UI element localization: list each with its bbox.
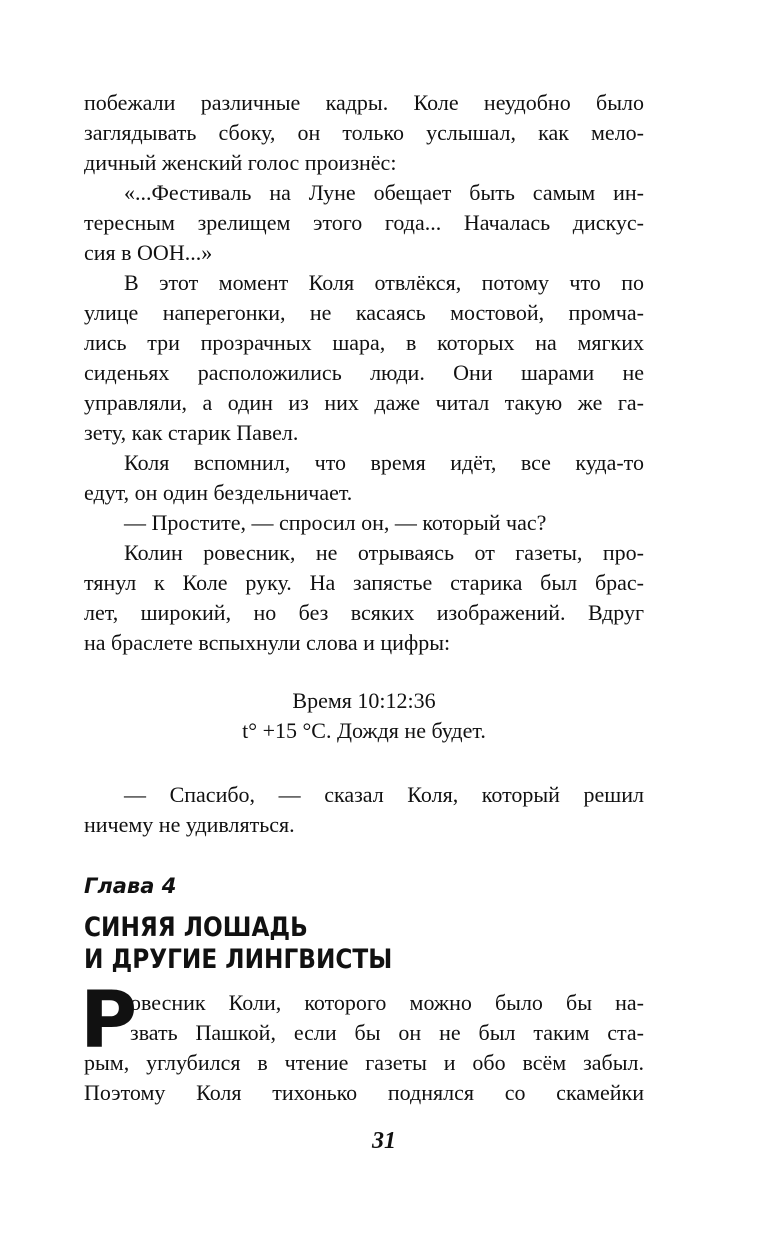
text-line: Коля вспомнил, что время идёт, все куда-то xyxy=(124,450,644,475)
chapter-title-line: СИНЯЯ ЛОШАДЬ xyxy=(84,912,308,943)
text-line: — Простите, — спросил он, — который час? xyxy=(124,510,547,535)
text-line: сиденьях расположились люди. Они шарами не xyxy=(84,360,644,385)
paragraph-1 xyxy=(84,88,644,178)
paragraph-7 xyxy=(84,780,644,840)
text-line: дичный женский голос произнёс: xyxy=(84,150,397,175)
text-line: управляли, а один из них даже читал такую же га- xyxy=(84,390,644,415)
bracelet-weather: t° +15 °С. Дождя не будет. xyxy=(242,718,486,743)
text-line: овесник Коли, которого можно было бы на- xyxy=(130,990,644,1015)
paragraph-8 xyxy=(84,988,644,1108)
text-line: зету, как старик Павел. xyxy=(84,420,299,445)
paragraph-2-quote xyxy=(84,178,644,268)
text-line: тересным зрелищем этого года... Началась дискус- xyxy=(84,210,644,235)
paragraph-5-dialogue xyxy=(84,508,644,538)
text-line: рым, углубился в чтение газеты и обо всём забыл. xyxy=(84,1050,644,1075)
text-line: звать Пашкой, если бы он не был таким ста- xyxy=(130,1020,644,1045)
text-line: Колин ровесник, не отрываясь от газеты, про- xyxy=(124,540,644,565)
paragraph-4 xyxy=(84,448,644,508)
text-line: лет, широкий, но без всяких изображений. Вдруг xyxy=(84,600,644,625)
bracelet-display xyxy=(84,686,644,746)
text-line: Поэтому Коля тихонько поднялся со скамейки xyxy=(84,1080,644,1105)
chapter-title-line: И ДРУГИЕ ЛИНГВИСТЫ xyxy=(84,944,393,975)
text-line: В этот момент Коля отвлёкся, потому что по xyxy=(124,270,644,295)
bracelet-time: Время 10:12:36 xyxy=(292,688,436,713)
text-line: на браслете вспыхнули слова и цифры: xyxy=(84,630,451,655)
text-line: улице наперегонки, не касаясь мостовой, промча- xyxy=(84,300,644,325)
text-line: «...Фестиваль на Луне обещает быть самым ин- xyxy=(124,180,644,205)
text-line: лись три прозрачных шара, в которых на мягких xyxy=(84,330,644,355)
text-line: едут, он один бездельничает. xyxy=(84,480,353,505)
paragraph-3 xyxy=(84,268,644,448)
text-line: — Спасибо, — сказал Коля, который решил xyxy=(124,782,644,807)
chapter-title xyxy=(84,912,566,976)
page-number: 31 xyxy=(372,1128,396,1154)
drop-cap: Р xyxy=(80,976,138,1066)
paragraph-6 xyxy=(84,538,644,658)
chapter-label: Глава 4 xyxy=(84,874,177,898)
text-line: заглядывать сбоку, он только услышал, как мело- xyxy=(84,120,644,145)
text-line: сия в ООН...» xyxy=(84,240,213,265)
text-line: ничему не удивляться. xyxy=(84,812,295,837)
text-line: побежали различные кадры. Коле неудобно было xyxy=(84,90,644,115)
text-line: тянул к Коле руку. На запястье старика был брас- xyxy=(84,570,644,595)
